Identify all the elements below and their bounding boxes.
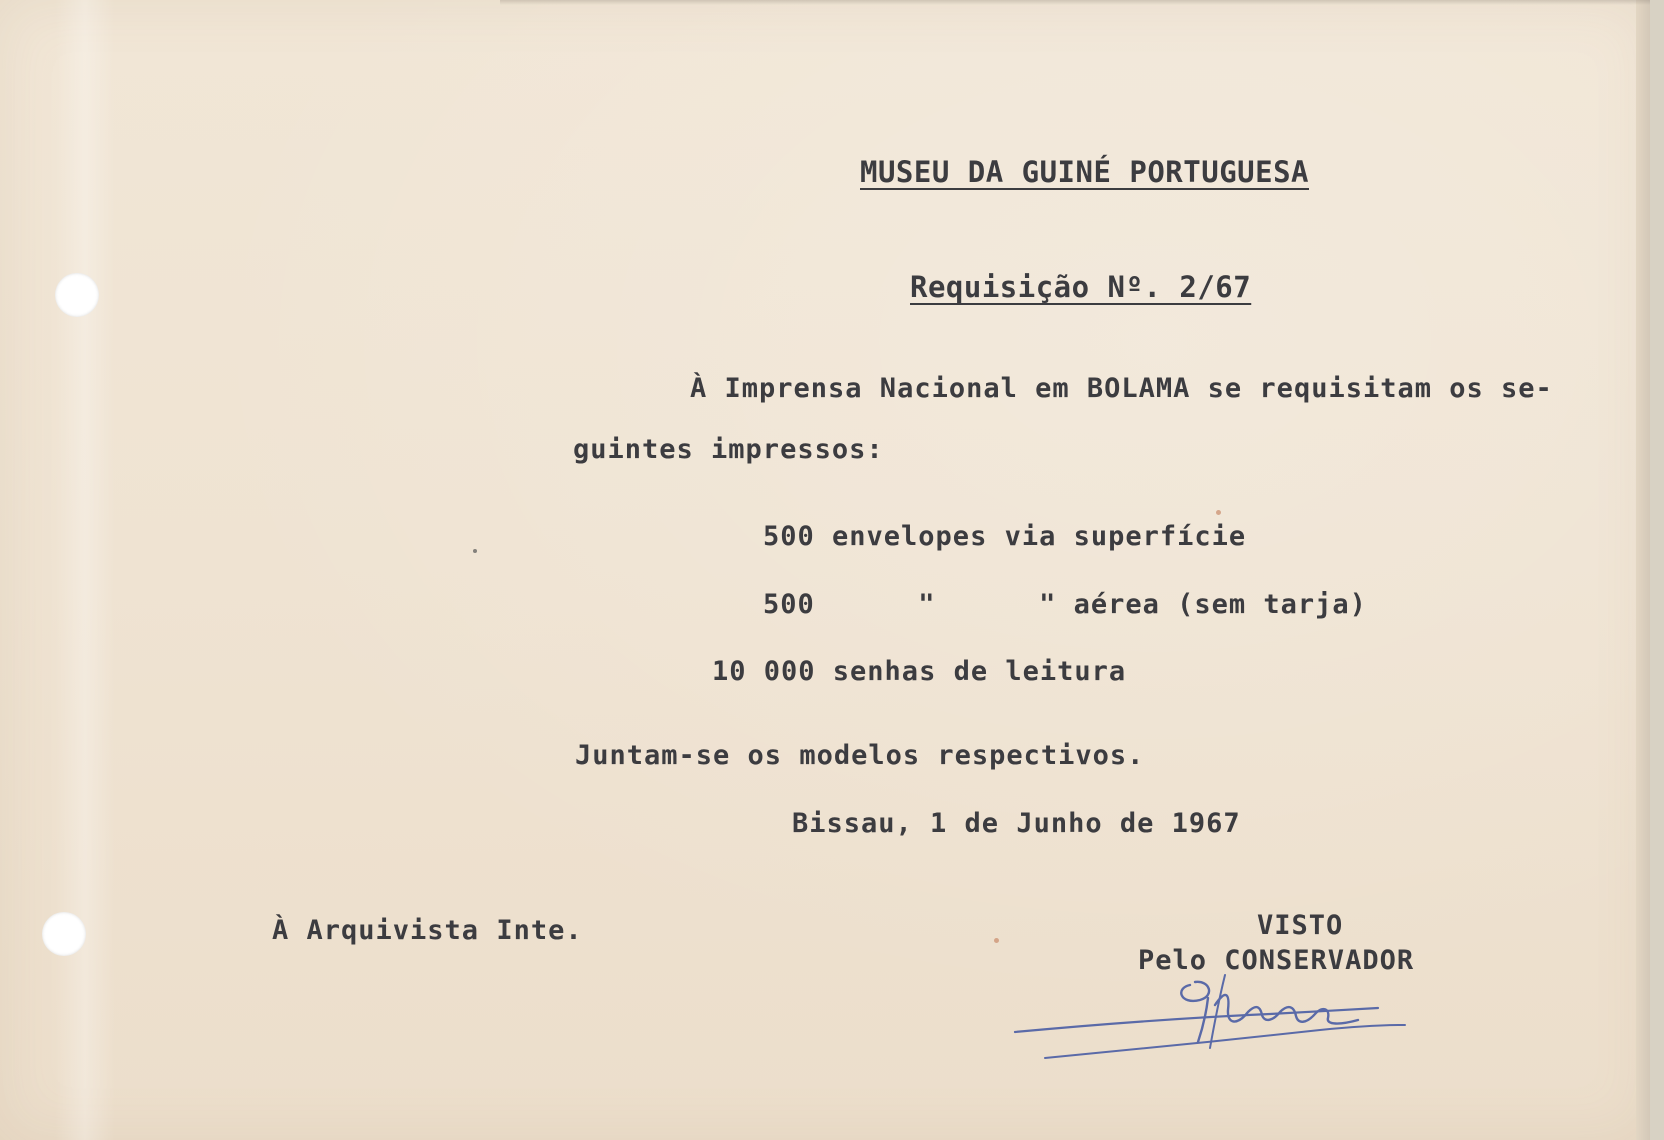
paper-top-edge — [500, 0, 1650, 5]
approval-visto: VISTO — [1257, 910, 1344, 941]
item-reading-tickets: 10 000 senhas de leitura — [712, 656, 1127, 687]
punch-hole-top — [55, 273, 99, 317]
punch-hole-bottom — [42, 912, 86, 956]
ink-speck — [994, 938, 999, 943]
ink-speck — [1216, 510, 1221, 515]
signatory-role: Pelo CONSERVADOR — [1138, 945, 1415, 976]
requisition-title: Requisição Nº. 2/67 — [910, 270, 1252, 304]
fold-strip — [55, 0, 115, 1140]
item-envelopes-air: 500 " " aérea (sem tarja) — [763, 589, 1367, 620]
handwritten-signature — [1010, 970, 1430, 1080]
intro-line-1: À Imprensa Nacional em BOLAMA se requisitam os se- — [690, 373, 1553, 404]
intro-line-2: guintes impressos: — [573, 434, 884, 465]
item-envelopes-surface: 500 envelopes via superfície — [763, 521, 1247, 552]
closing-note: Juntam-se os modelos respectivos. — [575, 740, 1145, 771]
place-date: Bissau, 1 de Junho de 1967 — [792, 808, 1241, 839]
institution-heading: MUSEU DA GUINÉ PORTUGUESA — [860, 155, 1309, 189]
addressee: À Arquivista Inte. — [272, 915, 583, 946]
paper-edge — [1636, 0, 1650, 1140]
ink-speck — [473, 549, 477, 553]
